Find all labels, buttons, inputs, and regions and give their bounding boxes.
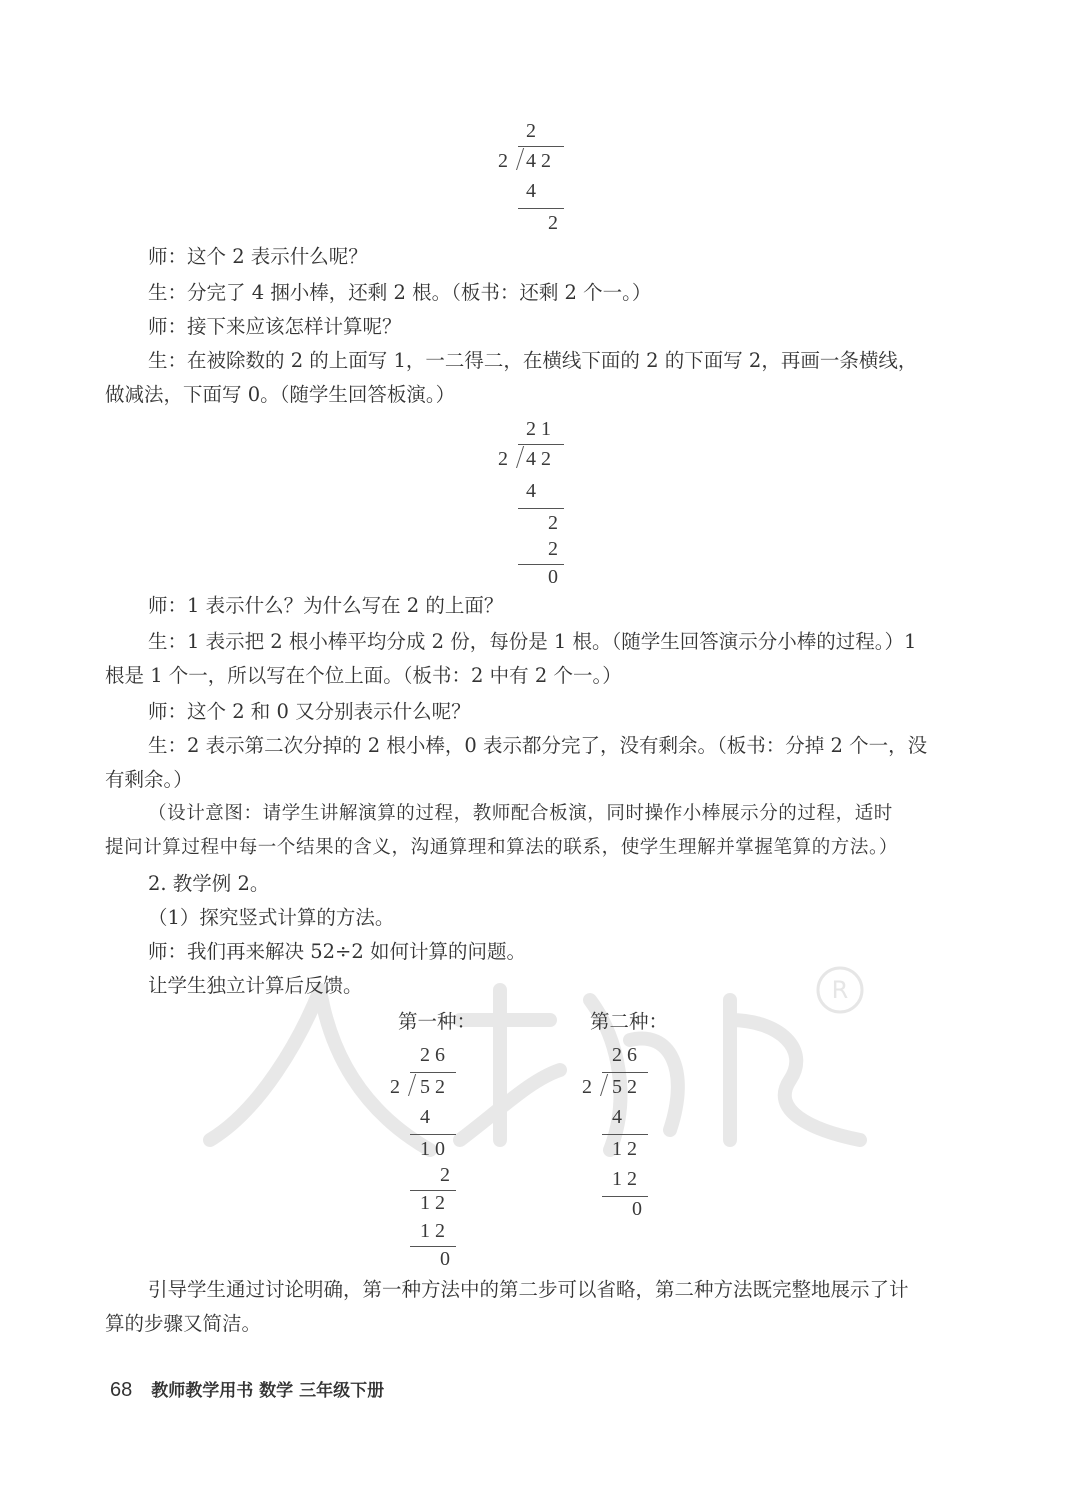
intermediate-value: 1 0 [420, 1138, 445, 1160]
paragraph-line: 师：这个 2 表示什么呢？ [148, 245, 368, 268]
subtract-value: 2 [548, 538, 558, 560]
paragraph-line: 师：我们再来解决 52÷2 如何计算的问题。 [148, 940, 526, 963]
quotient: 2 1 [526, 418, 551, 440]
page-number: 68 [110, 1379, 133, 1401]
divisor: 2 [498, 150, 508, 172]
bring-down-value: 2 [548, 512, 558, 534]
long-division-52-by-2-method-2 [580, 1042, 660, 1222]
subtract-value: 1 2 [420, 1220, 445, 1242]
paragraph-line: 生：1 表示把 2 根小棒平均分成 2 份，每份是 1 根。（随学生回答演示分小棒的过程。）1 [148, 630, 917, 653]
paragraph-line: 根是 1 个一，所以写在个位上面。（板书：2 中有 2 个一。） [105, 664, 622, 687]
paragraph-line: 生：分完了 4 捆小棒，还剩 2 根。（板书：还剩 2 个一。） [148, 281, 652, 304]
method-1-caption: 第一种： [398, 1010, 477, 1033]
section-heading: 2. 教学例 2。 [148, 872, 270, 895]
dividend: 4 2 [526, 448, 551, 470]
subtract-value: 4 [526, 180, 536, 202]
paragraph-line: 做减法，下面写 0。（随学生回答板演。） [105, 383, 456, 406]
intermediate-value: 1 2 [420, 1192, 445, 1214]
paragraph-line: 生：在被除数的 2 的上面写 1，一二得二，在横线下面的 2 的下面写 2，再画一条横线， [148, 349, 918, 372]
paragraph-line: 引导学生通过讨论明确，第一种方法中的第二步可以省略，第二种方法既完整地展示了计 [148, 1278, 909, 1301]
quotient: 2 [526, 120, 536, 142]
paragraph-line: 算的步骤又简洁。 [105, 1312, 262, 1335]
paragraph-line: 生：2 表示第二次分掉的 2 根小棒，0 表示都分完了，没有剩余。（板书：分掉 2 个一，没 [148, 734, 928, 757]
paragraph-line: 师：这个 2 和 0 又分别表示什么呢？ [148, 700, 471, 723]
divisor: 2 [498, 448, 508, 470]
paragraph-line: 让学生独立计算后反馈。 [148, 974, 363, 997]
dividend: 4 2 [526, 150, 551, 172]
long-division-42-by-2-complete [496, 416, 576, 588]
quotient: 2 6 [612, 1044, 637, 1066]
remainder: 0 [548, 566, 558, 588]
quotient: 2 6 [420, 1044, 445, 1066]
subtract-value: 2 [440, 1164, 450, 1186]
method-2-caption: 第二种： [590, 1010, 669, 1033]
remainder: 0 [440, 1248, 450, 1270]
paragraph-line: 师：1 表示什么？为什么写在 2 的上面？ [148, 594, 504, 617]
page-footer [110, 1376, 384, 1402]
design-note-line: （设计意图：请学生讲解演算的过程，教师配合板演，同时操作小棒展示分的过程，适时 [148, 803, 893, 824]
dividend: 5 2 [612, 1076, 637, 1098]
paragraph-line: 师：接下来应该怎样计算呢？ [148, 315, 402, 338]
dividend: 5 2 [420, 1076, 445, 1098]
subtract-value: 1 2 [612, 1168, 637, 1190]
svg-text:R: R [831, 976, 849, 1004]
design-note-line: 提问计算过程中每一个结果的含义，沟通算理和算法的联系，使学生理解并掌握笔算的方法。） [105, 837, 898, 858]
subtract-value: 4 [420, 1106, 430, 1128]
book-title: 教师教学用书 数学 三年级下册 [151, 1381, 385, 1401]
long-division-52-by-2-method-1 [388, 1042, 468, 1272]
remainder: 0 [632, 1198, 642, 1220]
subtract-value: 4 [612, 1106, 622, 1128]
long-division-42-by-2-partial [496, 118, 576, 238]
remainder: 2 [548, 212, 558, 234]
divisor: 2 [582, 1076, 592, 1098]
divisor: 2 [390, 1076, 400, 1098]
subtract-value: 4 [526, 480, 536, 502]
subsection-heading: （1）探究竖式计算的方法。 [148, 906, 395, 929]
intermediate-value: 1 2 [612, 1138, 637, 1160]
paragraph-line: 有剩余。） [105, 768, 193, 791]
